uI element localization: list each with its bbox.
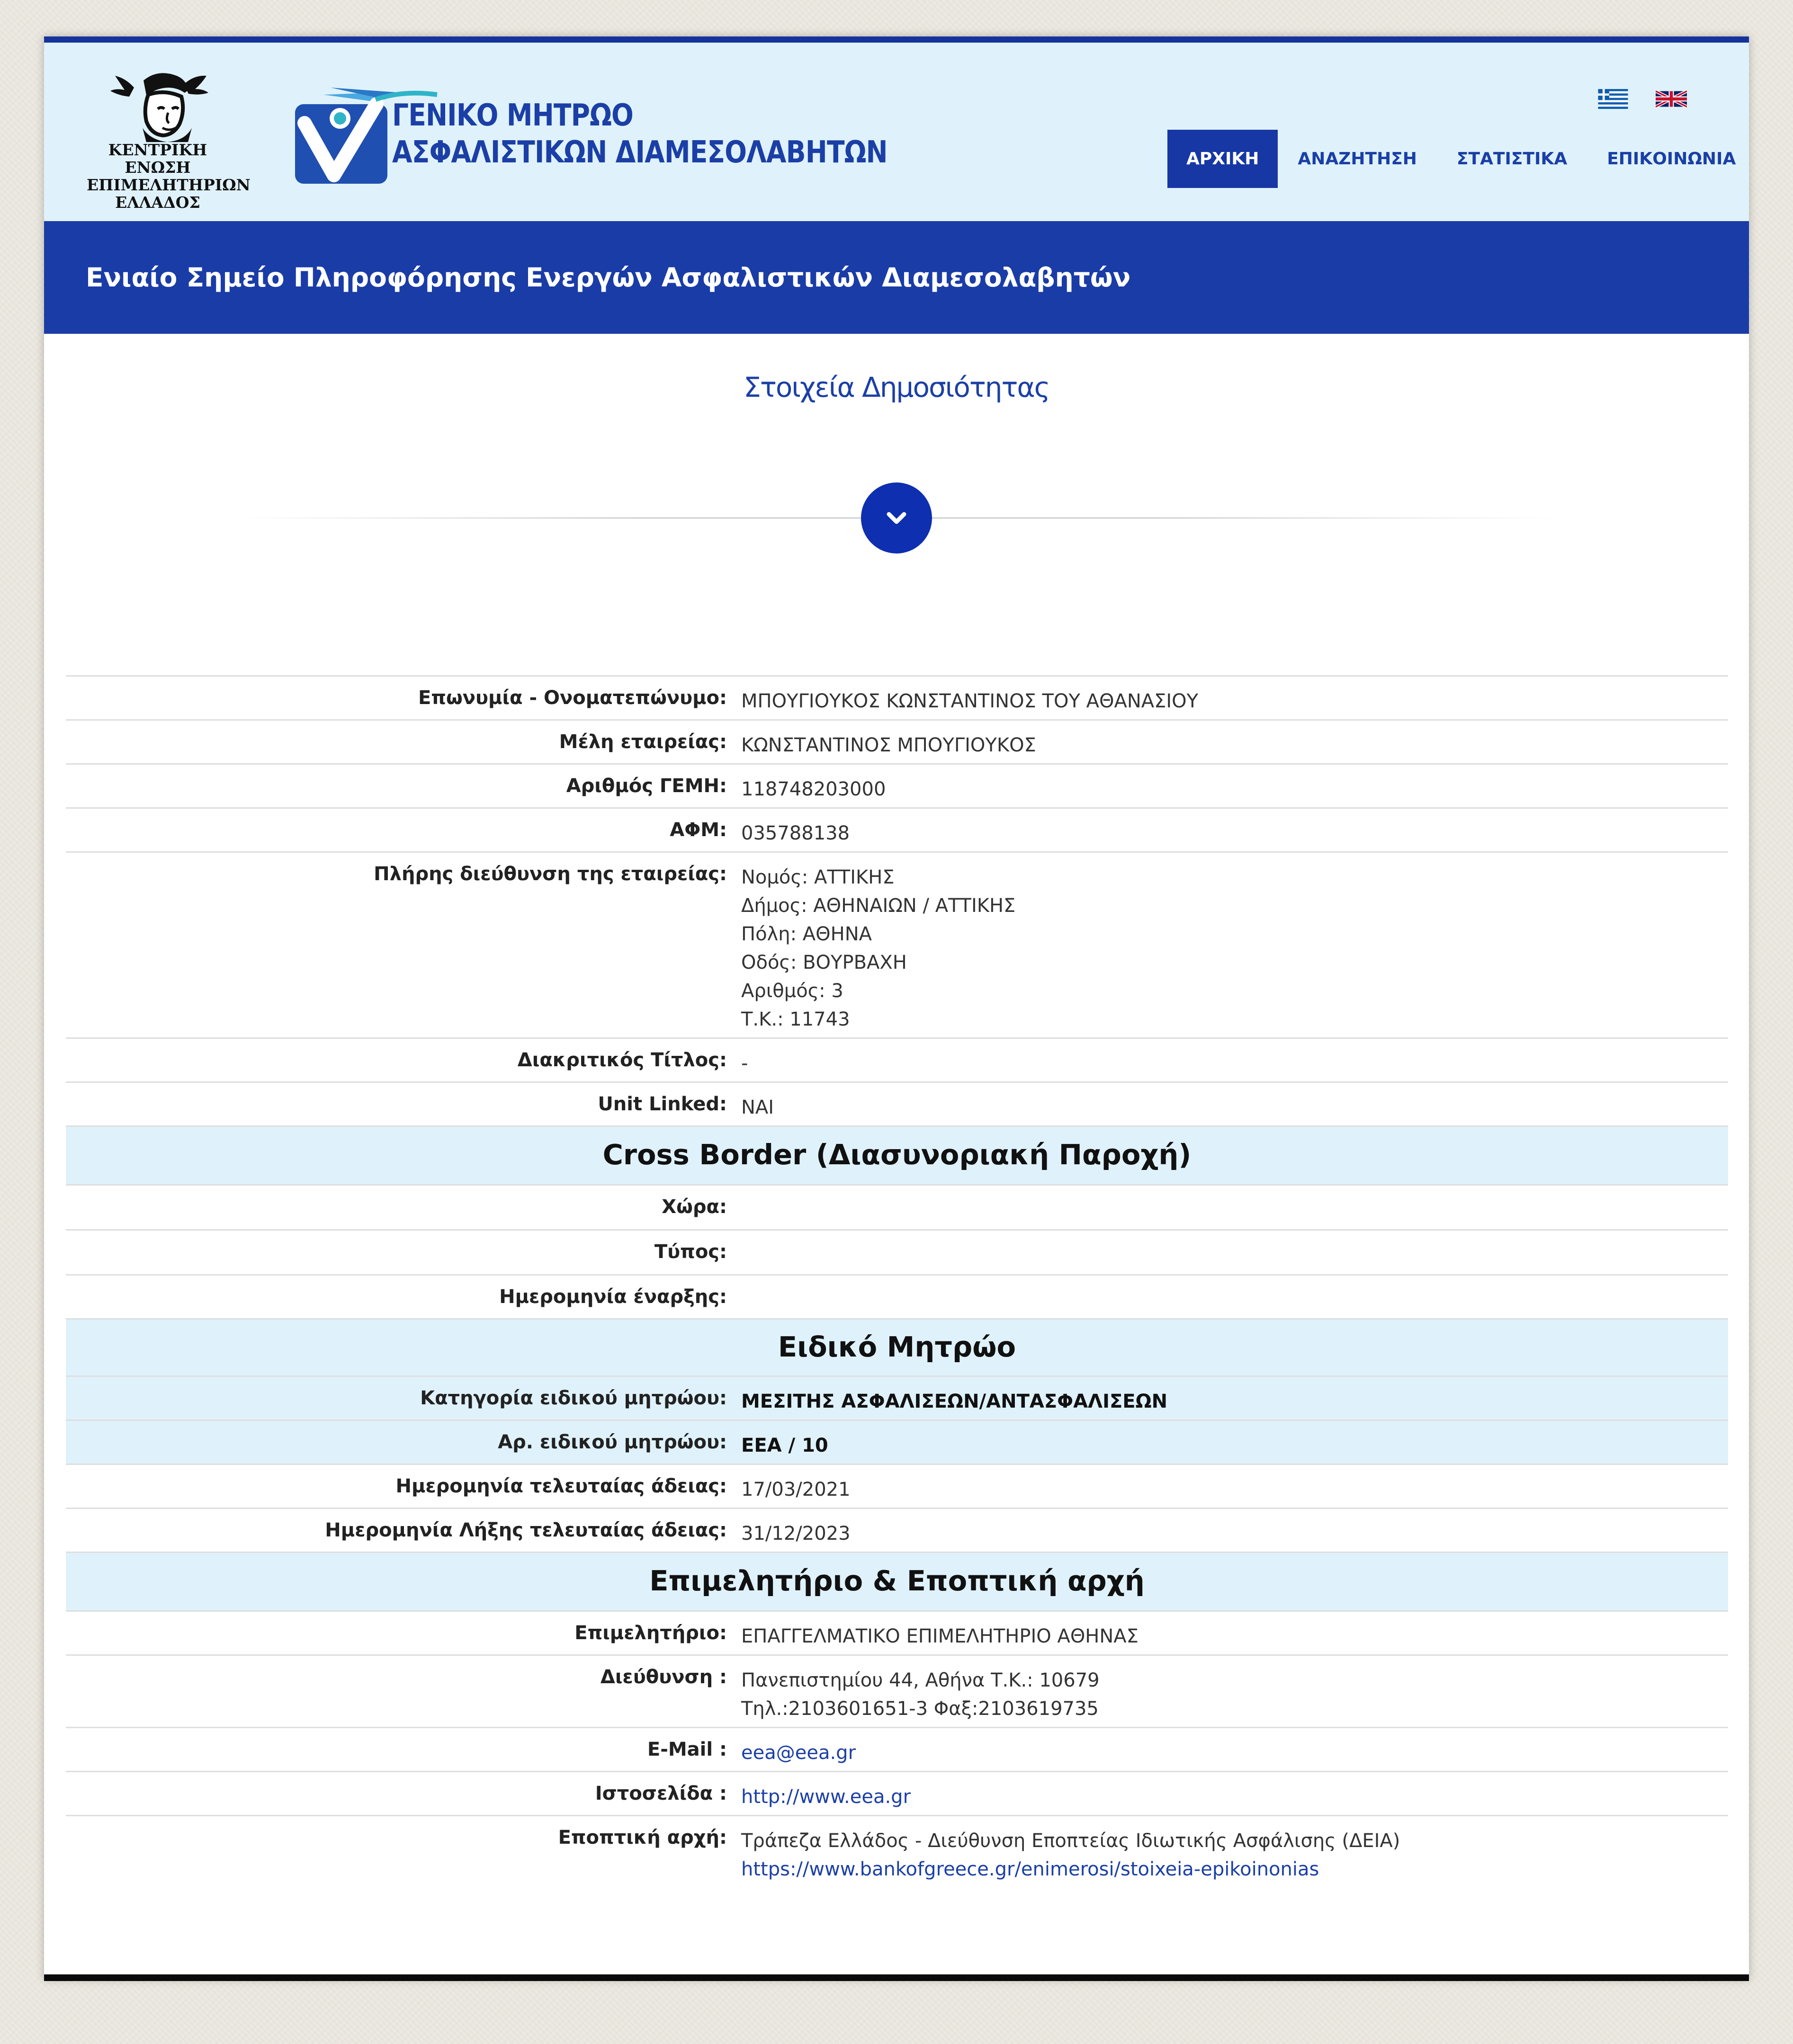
distinct-title-label: Διακριτικός Τίτλος: [517, 1049, 727, 1071]
row-last-license [66, 1464, 1728, 1508]
row-gemi [66, 763, 1728, 807]
chamber-address-line2: Τηλ.:2103601651-3 Φαξ:2103619735 [741, 1698, 1099, 1720]
row-license-expiry [66, 1508, 1728, 1552]
row-chamber-address [66, 1654, 1728, 1727]
address-line: Δήμος: ΑΘΗΝΑΙΩΝ / ΑΤΤΙΚΗΣ [741, 895, 1016, 917]
email-label: E-Mail : [647, 1739, 727, 1760]
row-name [66, 675, 1728, 719]
keeh-logo-line1: ΚΕΝΤΡΙΚΗ ΕΝΩΣΗ [108, 141, 207, 177]
keeh-logo-text [87, 141, 251, 212]
authority-link[interactable]: https://www.bankofgreece.gr/enimerosi/stoixeia-epikoinonias [741, 1858, 1319, 1880]
row-address [66, 851, 1728, 1037]
members-value: ΚΩΝΣΤΑΝΤΙΝΟΣ ΜΠΟΥΓΙΟΥΚΟΣ [741, 734, 1036, 756]
address-line: Τ.Κ.: 11743 [741, 1009, 850, 1030]
chamber-heading: Επιμελητήριο & Εποπτική αρχή [66, 1552, 1728, 1610]
license-expiry-label: Ημερομηνία Λήξης τελευταίας άδειας: [325, 1519, 727, 1541]
chamber-address-label: Διεύθυνση : [600, 1666, 727, 1688]
start-date-value [727, 1276, 741, 1318]
keeh-logo-line2: ΕΠΙΜΕΛΗΤΗΡΙΩΝ [87, 176, 251, 194]
unit-linked-label: Unit Linked: [598, 1093, 727, 1115]
special-registry-heading: Ειδικό Μητρώο [66, 1318, 1728, 1375]
authority-name: Τράπεζα Ελλάδος - Διεύθυνση Εποπτείας Ιδιωτικής Ασφάλισης (ΔΕΙΑ) [741, 1830, 1400, 1852]
row-email [66, 1727, 1728, 1771]
details-table [66, 675, 1728, 1891]
type-label: Τύπος: [654, 1241, 727, 1263]
nav-home[interactable]: ΑΡΧΙΚΗ [1167, 130, 1278, 188]
registry-number-value: ΕΕΑ / 10 [741, 1435, 828, 1456]
address-line: Αριθμός: 3 [741, 980, 843, 1002]
distinct-title-value: - [741, 1053, 748, 1074]
email-link[interactable]: eea@eea.gr [741, 1742, 856, 1764]
nav-contact[interactable]: ΕΠΙΚΟΙΝΩΝΙΑ [1607, 149, 1736, 169]
row-country [66, 1184, 1728, 1229]
page-container [44, 36, 1749, 1979]
gemi-label: Αριθμός ΓΕΜΗ: [566, 775, 727, 797]
last-license-value: 17/03/2021 [741, 1479, 851, 1500]
email-value [727, 1728, 856, 1771]
nav-search[interactable]: ΑΝΑΖΗΤΗΣΗ [1298, 149, 1417, 169]
license-expiry-value: 31/12/2023 [741, 1523, 851, 1544]
registry-title-line1: ΓΕΝΙΚΟ ΜΗΤΡΩΟ [392, 98, 633, 133]
row-type [66, 1229, 1728, 1274]
country-label: Χώρα: [662, 1196, 727, 1218]
chevron-down-icon [882, 509, 911, 527]
row-authority [66, 1815, 1728, 1891]
row-website [66, 1771, 1728, 1815]
chamber-value: ΕΠΑΓΓΕΛΜΑΤΙΚΟ ΕΠΙΜΕΛΗΤΗΡΙΟ ΑΘΗΝΑΣ [741, 1625, 1139, 1647]
registry-title [392, 97, 968, 171]
cross-border-heading: Cross Border (Διασυνοριακή Παροχή) [66, 1125, 1728, 1184]
row-category [66, 1375, 1728, 1419]
bottom-bar [44, 1974, 1749, 1981]
afm-label: ΑΦΜ: [670, 819, 727, 841]
keeh-logo[interactable] [87, 62, 251, 212]
hermes-head-icon [87, 62, 229, 142]
row-distinct-title [66, 1037, 1728, 1081]
title-banner [44, 221, 1749, 334]
address-label: Πλήρης διεύθυνση της εταιρείας: [374, 863, 727, 885]
chamber-label: Επιμελητήριο: [574, 1622, 727, 1644]
category-label: Κατηγορία ειδικού μητρώου: [420, 1387, 727, 1409]
type-value [727, 1231, 741, 1274]
address-line: Νομός: ΑΤΤΙΚΗΣ [741, 866, 895, 888]
website-label: Ιστοσελίδα : [595, 1783, 727, 1804]
last-license-label: Ημερομηνία τελευταίας άδειας: [395, 1475, 727, 1497]
category-value: ΜΕΣΙΤΗΣ ΑΣΦΑΛΙΣΕΩΝ/ΑΝΤΑΣΦΑΛΙΣΕΩΝ [741, 1391, 1168, 1412]
registry-number-label: Αρ. ειδικού μητρώου: [498, 1431, 727, 1453]
start-date-label: Ημερομηνία έναρξης: [499, 1286, 727, 1308]
row-unit-linked [66, 1081, 1728, 1125]
top-accent-bar [44, 36, 1749, 43]
expand-button[interactable] [861, 482, 932, 553]
row-registry-number [66, 1419, 1728, 1464]
chamber-address-line1: Πανεπιστημίου 44, Αθήνα Τ.Κ.: 10679 [741, 1669, 1100, 1691]
row-members [66, 719, 1728, 763]
name-label: Επωνυμία - Ονοματεπώνυμο: [418, 687, 727, 709]
members-label: Μέλη εταιρείας: [559, 731, 727, 753]
site-header [44, 43, 1749, 221]
main-nav [1167, 130, 1756, 188]
registry-title-line2: ΑΣΦΑΛΙΣΤΙΚΩΝ ΔΙΑΜΕΣΟΛΑΒΗΤΩΝ [392, 135, 888, 170]
website-link[interactable]: http://www.eea.gr [741, 1786, 911, 1808]
unit-linked-value: ΝΑΙ [741, 1097, 774, 1118]
country-value [727, 1186, 741, 1229]
section-title: Στοιχεία Δημοσιότητας [744, 371, 1049, 403]
row-start-date [66, 1274, 1728, 1318]
address-line: Πόλη: ΑΘΗΝΑ [741, 923, 872, 945]
nav-statistics[interactable]: ΣΤΑΤΙΣΤΙΚΑ [1456, 149, 1568, 169]
gemi-value: 118748203000 [741, 778, 886, 800]
authority-value [727, 1816, 1400, 1891]
keeh-logo-line3: ΕΛΛΑΔΟΣ [115, 193, 200, 212]
chamber-address-value [727, 1656, 1100, 1727]
website-value [727, 1772, 911, 1815]
afm-value: 035788138 [741, 822, 850, 844]
banner-title: Ενιαίο Σημείο Πληροφόρησης Ενεργών Ασφαλιστικών Διαμεσολαβητών [86, 262, 1131, 293]
row-chamber [66, 1610, 1728, 1654]
row-afm [66, 807, 1728, 851]
name-value: ΜΠΟΥΓΙΟΥΚΟΣ ΚΩΝΣΤΑΝΤΙΝΟΣ ΤΟΥ ΑΘΑΝΑΣΙΟΥ [741, 690, 1199, 712]
address-value [727, 853, 1015, 1037]
uk-flag-icon[interactable] [1656, 89, 1687, 109]
address-line: Οδός: ΒΟΥΡΒΑΧΗ [741, 952, 907, 973]
authority-label: Εποπτική αρχή: [558, 1827, 727, 1848]
greek-flag-icon[interactable] [1597, 89, 1629, 109]
